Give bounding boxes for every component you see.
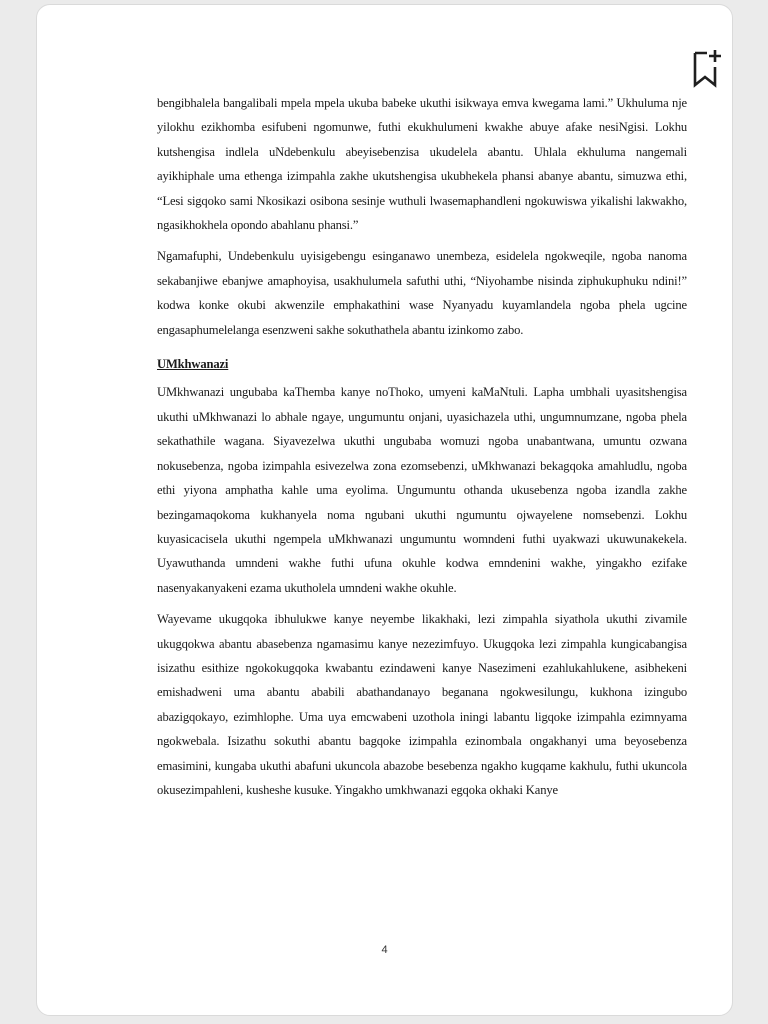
document-body bbox=[157, 91, 687, 809]
paragraph: UMkhwanazi ungubaba kaThemba kanye noThoko, umyeni kaMaNtuli. Lapha umbhali uyasitshengisa ukuthi uMkhwanazi lo abhale ngaye, ungumuntu onjani, uyasichazela uthi, ungumnumzane, ngoba phela sekathathile wagana. Siyavezelwa ukuthi ungubaba womuzi ngoba unabantwana, umuntu ozwana nokusebenza, ngoba izimpahla esivezelwa zona ezomsebenzi, uMkhwanazi bekagqoka amahludlu, ngoba ethi yiyona amphatha kahle uma eyolima. Ungumuntu othanda ukusebenza ngoba izandla zakhe bezingamaqokoma kukhanyela noma ngubani ukuthi ngumuntu ojwayelene nomsebenzi. Lokhu kuyasicacisela ukuthi ngempela uMkhwanazi ungumuntu womndeni futhi uyakwazi ukuwunakekela. Uyawuthanda umndeni wakhe futhi ufuna okuhle kodwa emndenini wakhe, yingakho ezifake nasenyakanyakeni ezama ukutholela umndeni wakhe okuhle. bbox=[157, 385, 687, 595]
document-page bbox=[36, 4, 733, 1016]
section-heading: UMkhwanazi bbox=[157, 357, 229, 372]
paragraph: Wayevame ukugqoka ibhulukwe kanye neyembe likakhaki, lezi zimpahla siyathola ukuthi zivamile ukugqokwa abantu abasebenza ngamasimu kanye nezezimfuyo. Ukugqoka lezi zimpahla kungicabangisa isizathu esithize ngokokugqoka kwabantu ezindaweni kanye Nasezimeni ezahlukahlukene, asibhekeni emishadweni uma abantu ababili abathandanayo beganana ngokwesilungu, kukhona izingubo abazigqokayo, ezimhlophe. Uma uya emcwabeni uzothola iningi labantu ligqoke izimpahla ezimnyama ngokwebala. Isizathu sokuthi abantu bagqoke izimpahla ezinombala ongakhanyi uma beyosebenza emasimini, kungaba ukuthi abafuni ukuncola abazobe besebenza ngakho kugqame kakhulu, futhi ukuncola okusezimpahleni, kusheshe kusuke. Yingakho umkhwanazi egqoka okhaki Kanye bbox=[157, 612, 687, 797]
paragraph: Ngamafuphi, Undebenkulu uyisigebengu esinganawo unembeza, esidelela ngokweqile, ngoba nanoma sekabanjiwe ebanjwe amaphoyisa, usakhulumela safuthi uthi, “Niyohambe nisinda ziphukuphuku ndini!” kodwa konke okubi akwenzile emphakathini wase Nyanyadu kuyamlandela ngoba phela ugcine engasaphumelelanga esenzweni sakhe sokuthathela abantu izinkomo zabo. bbox=[157, 249, 687, 337]
page-number: 4 bbox=[381, 944, 388, 956]
bookmark-add-icon[interactable] bbox=[691, 49, 723, 89]
paragraph: bengibhalela bangalibali mpela mpela ukuba babeke ukuthi isikwaya emva kwegama lami.” Ukhuluma nje yilokhu ezikhomba esifubeni ngomunwe, futhi ekukhulumeni kwakhe abuye afake nesiNgisi. Lokhu kutshengisa indlela uNdebenkulu abeyisebenzisa ukudelela abantu. Uhlala ekhuluma nangemali ayikhiphale uma ethenga izimpahla zakhe ukutshengisa ukubhekela phansi abanye abantu, simuzwa ethi, “Lesi sigqoko sami Nkosikazi osibona sesinje wuthuli lwasemaphandleni ngokuwiswa yikalishi lakwakho, ngasikhokhela opondo abahlanu phansi.” bbox=[157, 96, 687, 233]
